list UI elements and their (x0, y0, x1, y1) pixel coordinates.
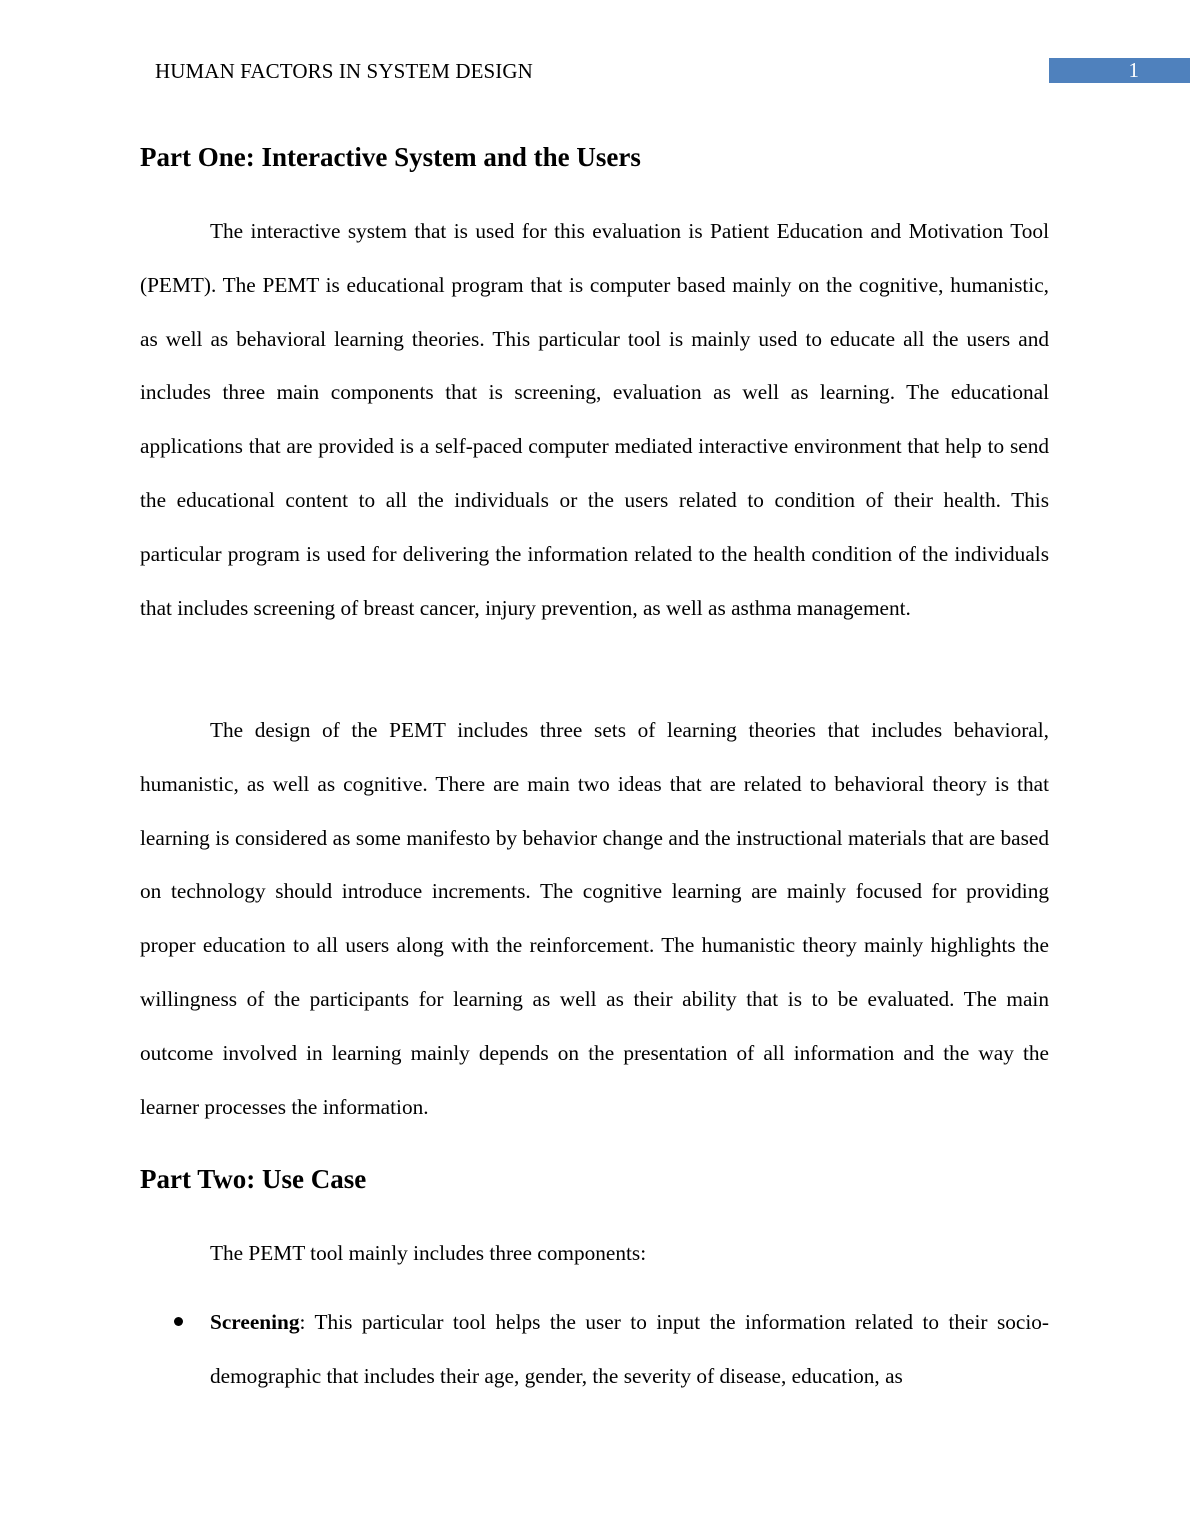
part-one-paragraph-2: The design of the PEMT includes three sets of learning theories that includes behavioral, humanistic, as well as cognitive. There are main two ideas that are related to behavioral theory is that learning is considered as some manifesto by behavior change and the instructional materials that are based on technology should introduce increments. The cognitive learning are mainly focused for providing proper education to all users along with the reinforcement. The humanistic theory mainly highlights the willingness of the participants for learning as well as their ability that is to be evaluated. The main outcome involved in learning mainly depends on the presentation of all information and the way the learner processes the information. (140, 718, 1049, 1119)
list-item-term: Screening (210, 1310, 300, 1334)
list-item-text: : This particular tool helps the user to input the information related to their socio-demographic that includes their age, gender, the severity of disease, education, as (210, 1310, 1049, 1388)
part-two-heading: Part Two: Use Case (140, 1164, 367, 1194)
bullet-icon (174, 1317, 183, 1326)
page-number: 1 (1128, 58, 1139, 82)
part-one-heading: Part One: Interactive System and the Users (140, 142, 641, 172)
part-one-paragraph-1: The interactive system that is used for this evaluation is Patient Education and Motivation Tool (PEMT). The PEMT is educational program that is computer based mainly on the cognitive, humanistic, as well as behavioral learning theories. This particular tool is mainly used to educate all the users and includes three main components that is screening, evaluation as well as learning. The educational applications that are provided is a self-paced computer mediated interactive environment that help to send the educational content to all the individuals or the users related to condition of their health. This particular program is used for delivering the information related to the health condition of the individuals that includes screening of breast cancer, injury prevention, as well as asthma management. (140, 219, 1049, 620)
running-head: HUMAN FACTORS IN SYSTEM DESIGN (155, 59, 533, 83)
page-number-box (1049, 58, 1190, 83)
components-list (0, 1296, 1049, 1404)
part-two-intro: The PEMT tool mainly includes three components: (210, 1241, 647, 1265)
list-item-screening (210, 1296, 1049, 1404)
